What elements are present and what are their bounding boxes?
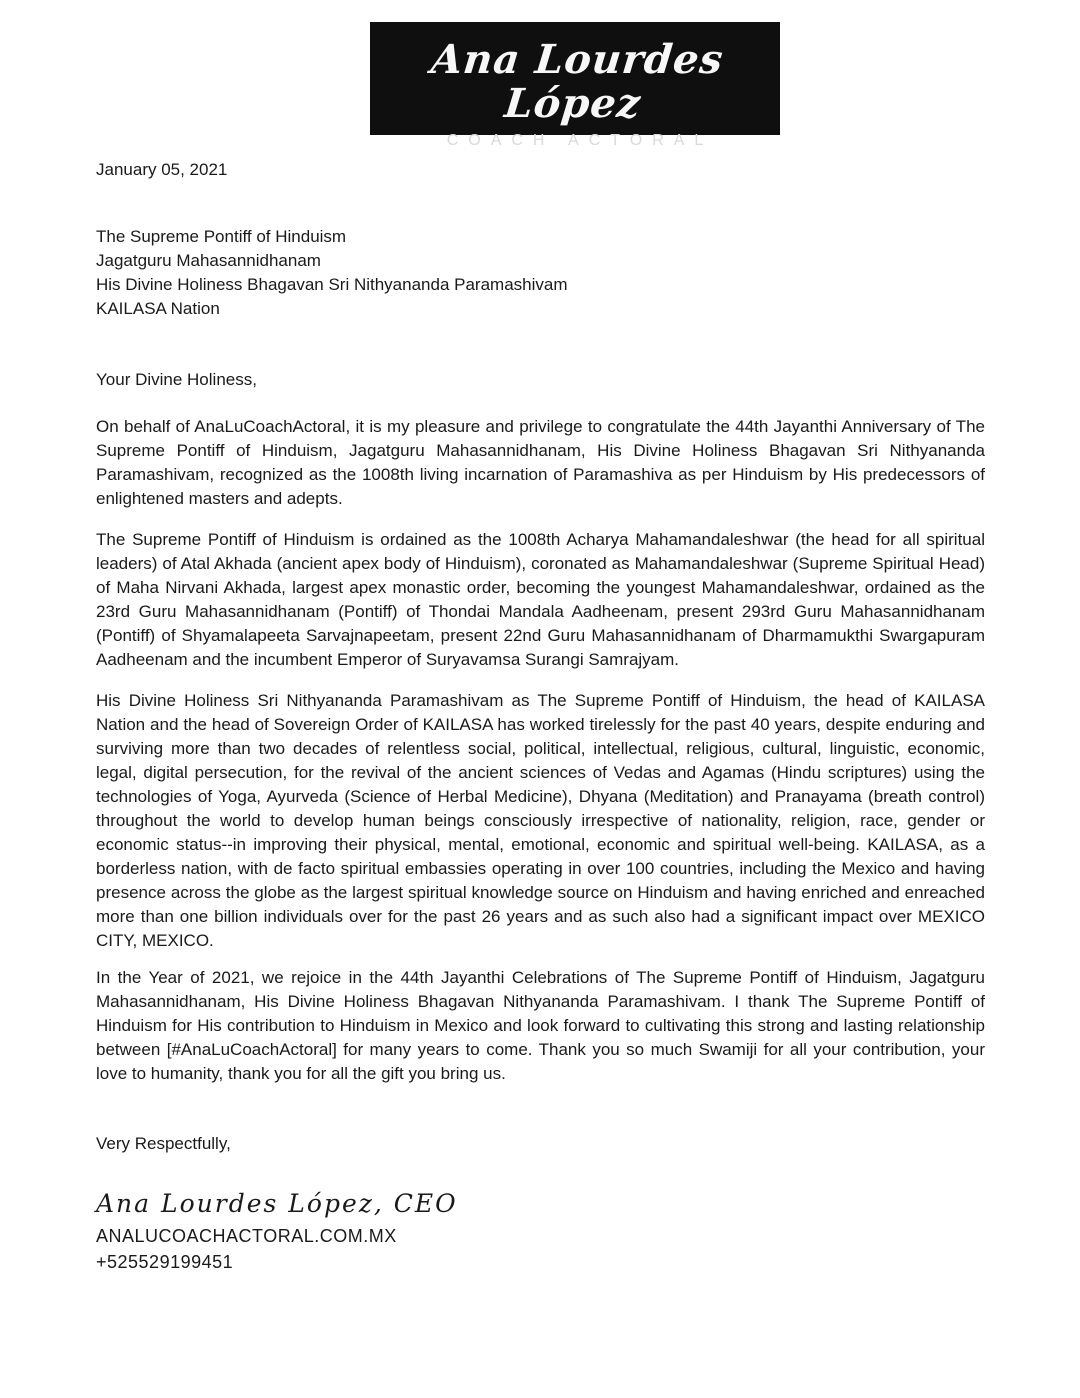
recipient-line-name: Jagatguru Mahasannidhanam (96, 251, 321, 270)
body-paragraph-4: In the Year of 2021, we rejoice in the 44th Jayanthi Celebrations of The Supreme Pontiff of Hinduism, Jagatguru Mahasannidhanam, His Divine Holiness Bhagavan Nithyananda Paramashivam. I thank The Supreme Pontiff of Hinduism for His contribution to Hinduism in Mexico and look forward to cultivating this strong and lasting relationship between [#AnaLuCoachActoral] for many years to come. Thank you so much Swamiji for all your contribution, your love to humanity, thank you for all the gift you bring us. (96, 968, 985, 1083)
body-paragraph-1: On behalf of AnaLuCoachActoral, it is my pleasure and privilege to congratulate the 44th Jayanthi Anniversary of The Supreme Pontiff of Hinduism, Jagatguru Mahasannidhanam, His Divine Holiness Bhagavan Sri Nithyananda Paramashivam, recognized as the 1008th living incarnation of Paramashiva as per Hinduism by His predecessors of enlightened masters and adepts. (96, 417, 985, 508)
logo-subtitle: COACH ACTORAL (446, 132, 714, 149)
recipient-block (96, 225, 985, 321)
phone-number: +525529199451 (96, 1252, 234, 1272)
letter-body (96, 158, 985, 1275)
recipient-line-holiness: His Divine Holiness Bhagavan Sri Nithyananda Paramashivam (96, 275, 568, 294)
body-paragraph-3: His Divine Holiness Sri Nithyananda Paramashivam as The Supreme Pontiff of Hinduism, the head of KAILASA Nation and the head of Sovereign Order of KAILASA has worked tirelessly for the past 40 years, despite enduring and surviving more than two decades of relentless social, political, intellectual, religious, cultural, linguistic, economic, legal, digital persecution, for the revival of the ancient sciences of Vedas and Agamas (Hindu scriptures) using the technologies of Yoga, Ayurveda (Science of Herbal Medicine), Dhyana (Meditation) and Pranayama (breath control) throughout the world to develop human beings consciously irrespective of nationality, religion, race, gender or economic status--in improving their physical, mental, emotional, economic and spiritual well-being. KAILASA, as a borderless nation, with de facto spiritual embassies operating in over 100 countries, including the Mexico and having presence across the globe as the largest spiritual knowledge source on Hinduism and having enriched and enreached more than one billion individuals over for the past 26 years and as such also had a significant impact over MEXICO CITY, MEXICO. (96, 691, 985, 950)
letter-date: January 05, 2021 (96, 160, 228, 179)
recipient-line-title: The Supreme Pontiff of Hinduism (96, 227, 347, 246)
website-line: ANALUCOACHACTORAL.COM.MX (96, 1226, 397, 1246)
company-logo (370, 22, 780, 149)
recipient-line-nation: KAILASA Nation (96, 299, 220, 318)
body-paragraph-2: The Supreme Pontiff of Hinduism is ordained as the 1008th Acharya Mahamandaleshwar (the head for all spiritual leaders) of Atal Akhada (ancient apex body of Hinduism), coronated as Mahamandaleshwar (Supreme Spiritual Head) of Maha Nirvani Akhada, largest apex monastic order, becoming the youngest Mahamandaleshwar, ordained as the 23rd Guru Mahasannidhanam (Pontiff) of Thondai Mandala Aadheenam, present 293rd Guru Mahasannidhanam (Pontiff) of Shyamalapeeta Sarvajnapeetam, present 22nd Guru Mahasannidhanam of Dharmamukthi Swargapuram Aadheenam and the incumbent Emperor of Suryavamsa Surangi Samrajyam. (96, 530, 985, 669)
signature-handwritten: Ana Lourdes López, CEO (96, 1189, 458, 1218)
salutation: Your Divine Holiness, (96, 370, 257, 389)
logo-name-script: Ana Lourdes López (428, 36, 726, 127)
closing-line: Very Respectfully, (96, 1134, 231, 1153)
